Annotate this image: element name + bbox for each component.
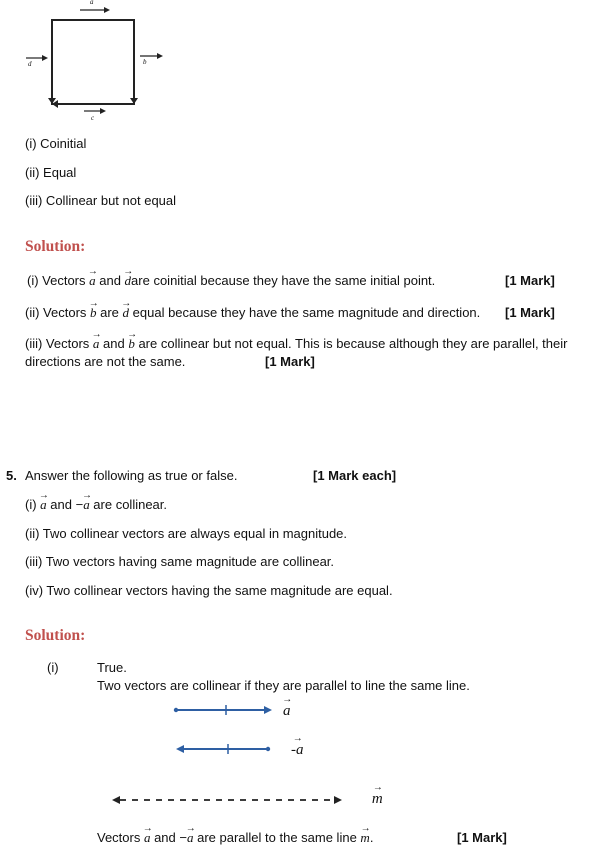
text: are collinear. bbox=[89, 497, 168, 512]
vector-d: → d bbox=[123, 305, 130, 321]
text: are bbox=[96, 305, 123, 320]
text: (i) Vectors bbox=[27, 273, 90, 288]
vector-a: → a bbox=[40, 497, 47, 513]
text: (ii) Vectors bbox=[25, 305, 91, 320]
vector-a: → a bbox=[187, 830, 194, 846]
text: are coinitial because they have the same initial point. bbox=[131, 273, 436, 288]
vector-b: → b bbox=[128, 336, 135, 352]
solution-explanation: Two vectors are collinear if they are parallel to line the same line. bbox=[97, 678, 470, 693]
vector-a: → a bbox=[89, 273, 96, 289]
solution-heading: Solution: bbox=[25, 627, 86, 644]
text: are collinear but not equal. This is because although they are parallel, their bbox=[134, 336, 568, 351]
mark-label: [1 Mark] bbox=[457, 830, 507, 845]
vector-neg-a-line bbox=[176, 744, 270, 754]
question-mark: [1 Mark each] bbox=[313, 468, 397, 483]
text: (iii) Vectors bbox=[25, 336, 93, 351]
vector-a: → a bbox=[144, 830, 151, 846]
question-part-ii: (ii) Two collinear vectors are always equal in magnitude. bbox=[25, 526, 348, 541]
label-b: b bbox=[143, 58, 147, 66]
label-d: d bbox=[28, 60, 32, 68]
text: are parallel to the same line bbox=[193, 830, 361, 845]
vector-a-line bbox=[174, 705, 272, 715]
line-m-label: → m bbox=[372, 791, 383, 808]
vector-m: → m bbox=[360, 830, 369, 846]
option-i: (i) Coinitial bbox=[25, 136, 87, 151]
text: and bbox=[95, 273, 125, 288]
solution-heading: Solution: bbox=[25, 238, 86, 255]
solution-conclusion bbox=[97, 830, 373, 846]
vector-a: → a bbox=[83, 497, 90, 513]
label-a: a bbox=[90, 0, 94, 6]
solution-part-number: (i) bbox=[47, 660, 59, 675]
mark-label: [1 Mark] bbox=[265, 354, 315, 369]
solution-answer: True. bbox=[97, 660, 127, 675]
vector-d: → d bbox=[125, 273, 132, 289]
solution-line-iii-continued: directions are not the same. bbox=[25, 354, 186, 369]
question-part-iv: (iv) Two collinear vectors having the same magnitude are equal. bbox=[25, 583, 393, 598]
vector-a-label: → a bbox=[283, 703, 291, 720]
text: . bbox=[369, 830, 374, 845]
question-number: 5. bbox=[6, 468, 17, 483]
option-iii: (iii) Collinear but not equal bbox=[25, 193, 177, 208]
question-part-iii: (iii) Two vectors having same magnitude are collinear. bbox=[25, 554, 335, 569]
text: (i) bbox=[25, 497, 41, 512]
text: Vectors bbox=[97, 830, 144, 845]
line-m bbox=[112, 796, 342, 804]
text: and − bbox=[46, 497, 84, 512]
text: and bbox=[99, 336, 129, 351]
vector-a: → a bbox=[93, 336, 100, 352]
label-c: c bbox=[91, 114, 95, 122]
question-text: Answer the following as true or false. bbox=[25, 468, 238, 483]
vector-neg-a-label: → -a bbox=[291, 742, 304, 759]
text: and − bbox=[150, 830, 187, 845]
vector-b: → b bbox=[90, 305, 97, 321]
text: equal because they have the same magnitude and direction. bbox=[129, 305, 481, 320]
mark-label: [1 Mark] bbox=[505, 273, 555, 288]
option-ii: (ii) Equal bbox=[25, 165, 77, 180]
mark-label: [1 Mark] bbox=[505, 305, 555, 320]
